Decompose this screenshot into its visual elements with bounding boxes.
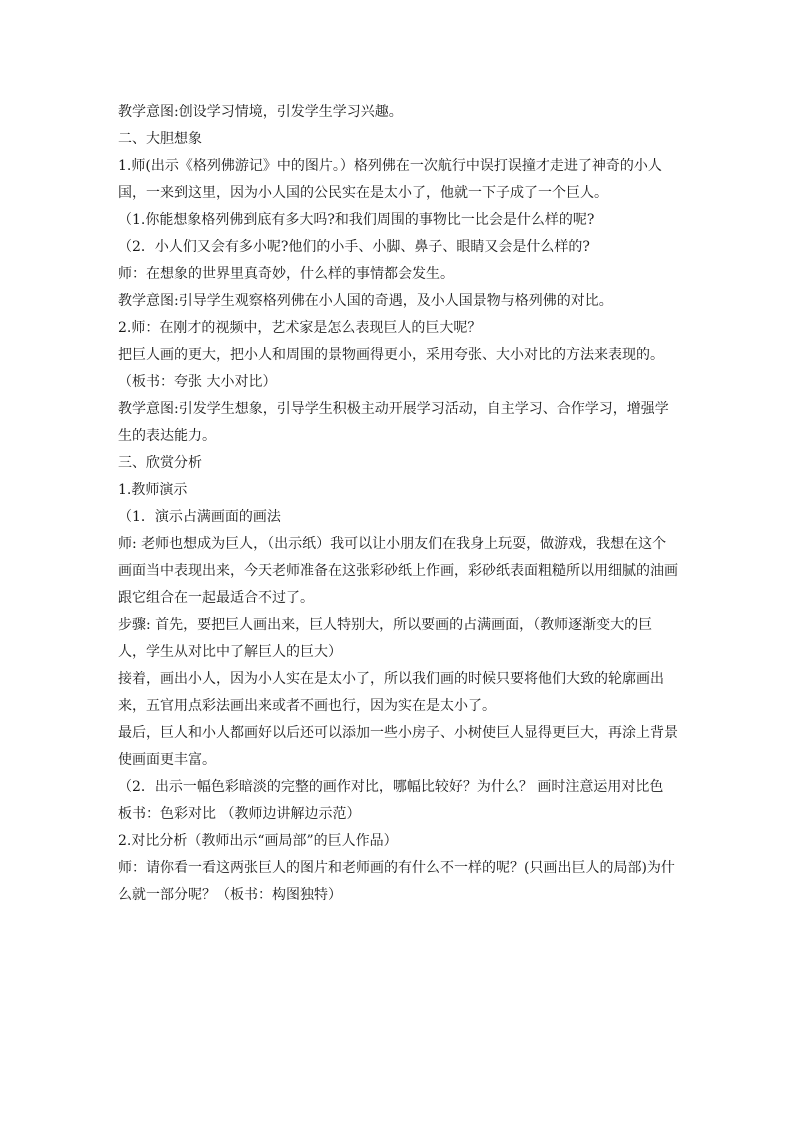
paragraph-intent-3: 教学意图:引发学生想象，引导学生积极主动开展学习活动，自主学习、合作学习，增强学生的表达能力。: [118, 401, 669, 444]
subheading-full-canvas: （1．演示占满画面的画法: [118, 509, 281, 525]
subheading-compare-analysis: 2.对比分析（教师出示“画局部”的巨人作品）: [118, 833, 398, 849]
document-body: [118, 99, 680, 909]
paragraph-intent-1: 教学意图:创设学习情境，引发学生学习兴趣。: [118, 104, 403, 120]
subheading-teacher-demo: 1.教师演示: [118, 482, 188, 498]
paragraph-step-next: 接着，画出小人，因为小人实在是太小了，所以我们画的时候只要将他们大致的轮廓画出来，五官用点彩法画出来或者不画也行，因为实在是太小了。: [118, 671, 664, 714]
paragraph-color-compare: （2．出示一幅色彩暗淡的完整的画作对比，哪幅比较好？为什么？ 画时注意运用对比色: [118, 779, 664, 795]
board-note-color: 板书：色彩对比 （教师边讲解边示范）: [118, 806, 361, 822]
board-note-exaggeration: （板书：夸张 大小对比）: [118, 374, 277, 390]
paragraph-teacher-compare: 师：请你看一看这两张巨人的图片和老师画的有什么不一样的呢？(只画出巨人的局部)为什么就一部分呢？（板书：构图独特）: [118, 860, 675, 903]
section-heading-appreciation: 三、欣赏分析: [118, 455, 202, 471]
question-little-people: （2．小人们又会有多小呢?他们的小手、小脚、鼻子、眼睛又会是什么样的?: [118, 239, 590, 255]
paragraph-method: 把巨人画的更大，把小人和周围的景物画得更小，采用夸张、大小对比的方法来表现的。: [118, 347, 664, 363]
paragraph-teacher-gulliver: 1.师(出示《格列佛游记》中的图片。）格列佛在一次航行中误打误撞才走进了神奇的小人国，一来到这里，因为小人国的公民实在是太小了，他就一下子成了一个巨人。: [118, 158, 662, 201]
paragraph-teacher-video: 2.师：在刚才的视频中，艺术家是怎么表现巨人的巨大呢？: [118, 320, 482, 336]
paragraph-teacher-imagination: 师：在想象的世界里真奇妙，什么样的事情都会发生。: [118, 266, 454, 282]
question-gulliver-size: （1.你能想象格列佛到底有多大吗?和我们周围的事物比一比会是什么样的呢?: [118, 212, 595, 228]
paragraph-intent-2: 教学意图:引导学生观察格列佛在小人国的奇遇，及小人国景物与格列佛的对比。: [118, 293, 613, 309]
paragraph-teacher-giant: 师: 老师也想成为巨人，（出示纸）我可以让小朋友们在我身上玩耍，做游戏，我想在这个画面当中表现出来，今天老师准备在这张彩砂纸上作画，彩砂纸表面粗糙所以用细腻的油画跟它组合在一起最适合不过了。: [118, 536, 678, 606]
section-heading-imagine: 二、大胆想象: [118, 131, 202, 147]
paragraph-step-last: 最后，巨人和小人都画好以后还可以添加一些小房子、小树使巨人显得更巨大，再涂上背景使画面更丰富。: [118, 725, 678, 768]
paragraph-step-first: 步骤: 首先，要把巨人画出来，巨人特别大，所以要画的占满画面，（教师逐渐变大的巨人，学生从对比中了解巨人的巨大）: [118, 617, 653, 660]
